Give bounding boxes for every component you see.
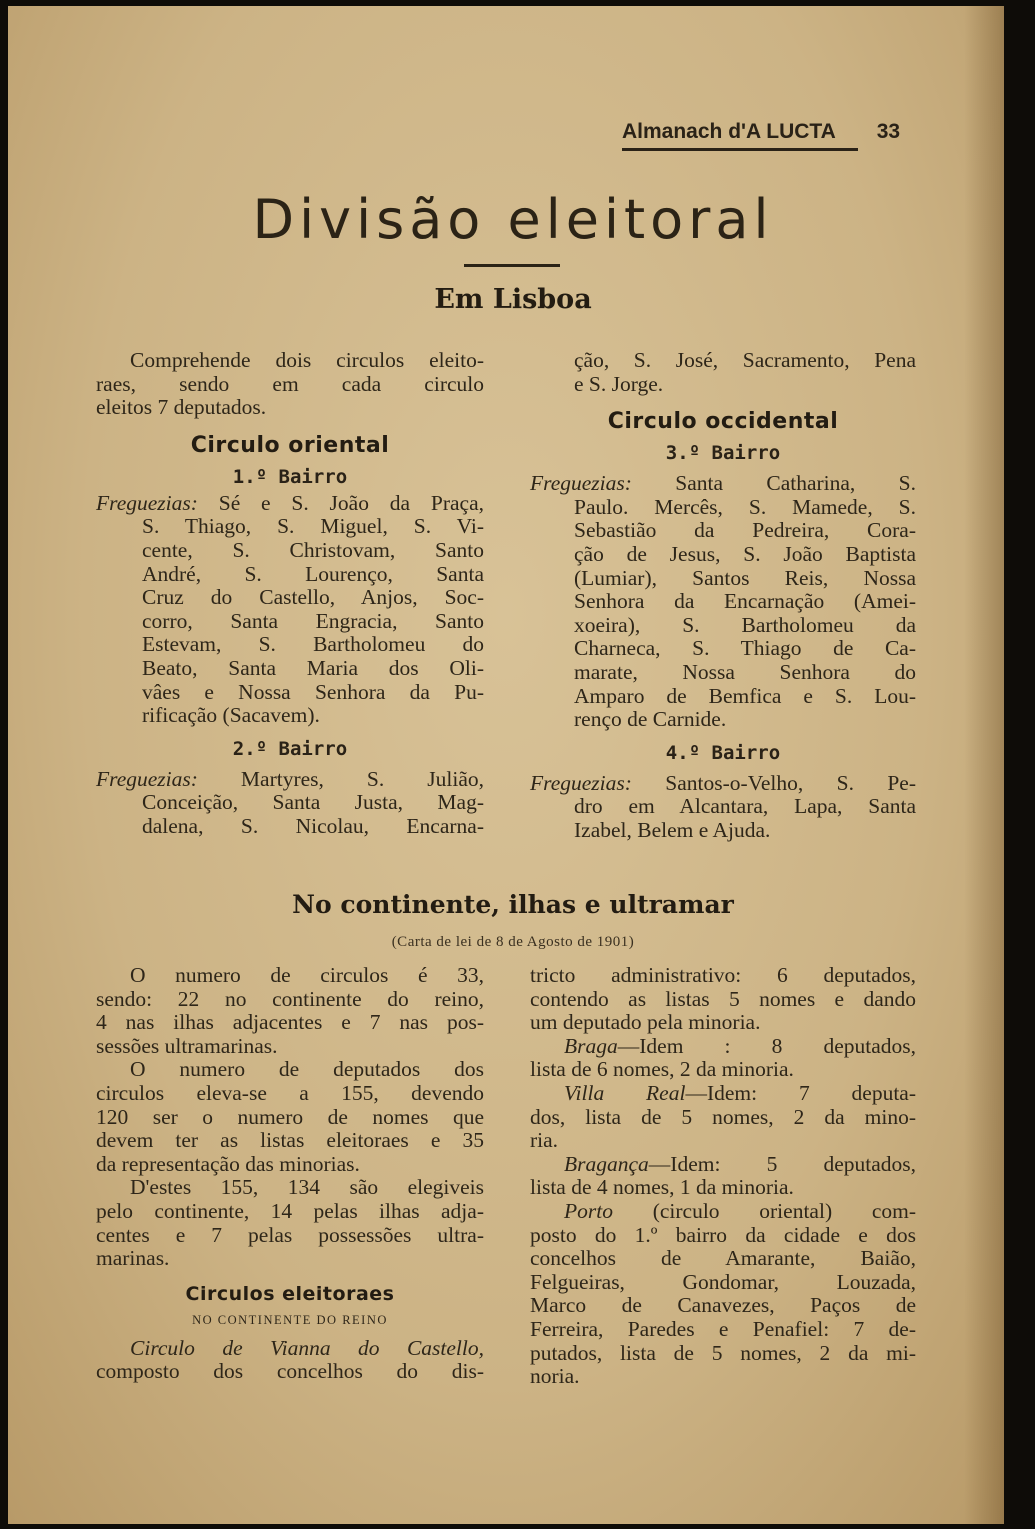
district-name: Porto [564, 1198, 613, 1223]
text-line: O numero de deputados dos [130, 1057, 484, 1082]
subheading-circulo-oriental: Circulo oriental [190, 432, 390, 458]
text-line [530, 1200, 916, 1224]
text-line: lista de 4 nomes, 1 da minoria. [530, 1175, 794, 1200]
text-line [530, 1035, 916, 1059]
running-title: Almanach d'A LUCTA [622, 120, 836, 143]
bairro-heading: 3.º Bairro [665, 442, 781, 465]
continuation [530, 349, 916, 396]
text-line [530, 1082, 916, 1106]
text-line: Beato, Santa Maria dos Oli- [142, 655, 484, 680]
law-note: (Carta de lei de 8 de Agosto de 1901) [391, 934, 635, 950]
text-line: —Idem: 5 deputados, [648, 1151, 916, 1176]
section-heading-continente: No continente, ilhas e ultramar [292, 890, 734, 919]
text-line: Santos-o-Velho, S. Pe- [665, 770, 917, 795]
text-line: Circulo de Vianna do Castello, [130, 1335, 484, 1360]
text-line: ção, S. José, Sacramento, Pena [574, 348, 916, 372]
text-line: posto do 1.º bairro da cidade e dos [530, 1222, 916, 1247]
section-heading-lisboa: Em Lisboa [434, 284, 592, 315]
district-name: Braga [564, 1033, 618, 1058]
text-line: eleitos 7 deputados. [96, 395, 267, 420]
district-name: Bragança [564, 1151, 649, 1176]
freguezias-label: Freguezias: [530, 471, 632, 496]
text-line: Martyres, S. Julião, [240, 766, 484, 791]
text-line: putados, lista de 5 nomes, 2 da mi- [530, 1340, 916, 1365]
text-line: S. Thiago, S. Miguel, S. Vi- [142, 514, 484, 539]
continente-left-column [96, 964, 484, 1384]
text-line: renço de Carnide. [574, 707, 727, 732]
text-line: centes e 7 pelas possessões ultra- [96, 1222, 484, 1247]
district-name: Villa Real [564, 1080, 686, 1105]
text-line [96, 768, 484, 792]
text-line: Marco de Canavezes, Paços de [530, 1293, 916, 1318]
lisboa-right-column [530, 349, 916, 843]
text-line [530, 472, 916, 496]
text-line: —Idem : 8 deputados, [617, 1033, 916, 1058]
text-line: Estevam, S. Bartholomeu do [142, 632, 484, 657]
text-line: concelhos de Amarante, Baião, [530, 1246, 916, 1271]
text-line: da representação das minorias. [96, 1151, 360, 1176]
text-line: O numero de circulos é 33, [130, 963, 484, 987]
continente-right-column [530, 964, 916, 1389]
text-line: Sé e S. João da Praça, [218, 490, 485, 515]
text-line: contendo as listas 5 nomes e dando [530, 986, 916, 1011]
text-line: marinas. [96, 1246, 170, 1271]
text-line: raes, sendo em cada circulo [96, 371, 484, 396]
text-line: (circulo oriental) com- [652, 1198, 916, 1223]
text-line: tricto administrativo: 6 deputados, [530, 963, 916, 987]
text-line: Cruz do Castello, Anjos, Soc- [142, 585, 484, 610]
subheading-circulo-occidental: Circulo occidental [607, 409, 839, 435]
text-line: Amparo de Bemfica e S. Lou- [574, 683, 916, 708]
bairro-heading: 2.º Bairro [232, 737, 348, 760]
almanac-page [8, 6, 1004, 1524]
text-line: pelo continente, 14 pelas ilhas adja- [96, 1198, 484, 1223]
text-line [96, 492, 484, 516]
freguezias-list [530, 496, 916, 732]
text-line: Senhora da Encarnação (Amei- [574, 589, 916, 614]
text-line: Comprehende dois circulos eleito- [130, 348, 484, 372]
text-line: 120 ser o numero de nomes que [96, 1104, 484, 1129]
text-line [530, 1153, 916, 1177]
text-line: —Idem: 7 deputa- [685, 1080, 916, 1105]
text-line: ria. [530, 1128, 559, 1153]
lisboa-left-column [96, 349, 484, 839]
text-line: Sebastião da Pedreira, Cora- [574, 518, 916, 543]
running-head [622, 120, 900, 144]
freguezias-list [96, 515, 484, 727]
text-line: rificação (Sacavem). [142, 703, 320, 728]
bairro-heading: 4.º Bairro [665, 741, 781, 764]
text-line: noria. [530, 1364, 580, 1389]
text-line: sessões ultramarinas. [96, 1033, 278, 1058]
text-line: corro, Santa Engracia, Santo [142, 608, 484, 633]
text-line: um deputado pela minoria. [530, 1010, 761, 1035]
page-title: Divisão eleitoral [252, 188, 774, 251]
freguezias-label: Freguezias: [96, 490, 198, 515]
text-line: 4 nas ilhas adjacentes e 7 nas pos- [96, 1010, 484, 1035]
text-line: André, S. Lourenço, Santa [142, 561, 484, 586]
title-rule [464, 264, 560, 267]
text-line: vâes e Nossa Senhora da Pu- [142, 679, 484, 704]
text-line: D'estes 155, 134 são elegiveis [130, 1175, 484, 1200]
text-line: sendo: 22 no continente do reino, [96, 986, 484, 1011]
text-line: Conceição, Santa Justa, Mag- [142, 790, 484, 815]
text-line: circulos eleva-se a 155, devendo [96, 1080, 484, 1105]
page-number: 33 [876, 120, 901, 143]
text-line: devem ter as listas eleitoraes e 35 [96, 1128, 484, 1153]
text-line: xoeira), S. Bartholomeu da [574, 612, 916, 637]
text-line: dos, lista de 5 nomes, 2 da mino- [530, 1104, 916, 1129]
text-line [530, 772, 916, 796]
text-line: Paulo. Mercês, S. Mamede, S. [574, 494, 916, 519]
text-line: Felgueiras, Gondomar, Louzada, [530, 1269, 916, 1294]
text-line: lista de 6 nomes, 2 da minoria. [530, 1057, 794, 1082]
text-line: e S. Jorge. [574, 371, 664, 396]
subheading-circulos-eleitoraes: Circulos eleitoraes [185, 1282, 395, 1305]
text-line: ção de Jesus, S. João Baptista [574, 541, 916, 566]
text-line: composto dos concelhos do dis- [96, 1359, 484, 1384]
text-line: cente, S. Christovam, Santo [142, 537, 484, 562]
bairro-heading: 1.º Bairro [232, 465, 348, 488]
subheading-no-continente: NO CONTINENTE DO REINO [192, 1312, 388, 1327]
text-line: dalena, S. Nicolau, Encarna- [142, 813, 484, 838]
text-line: Charneca, S. Thiago de Ca- [574, 636, 916, 661]
freguezias-label: Freguezias: [96, 766, 198, 791]
running-head-rule [622, 148, 858, 151]
text-line: dro em Alcantara, Lapa, Santa [574, 794, 916, 819]
text-line: marate, Nossa Senhora do [574, 659, 916, 684]
text-line: Izabel, Belem e Ajuda. [574, 817, 771, 842]
text-line: (Lumiar), Santos Reis, Nossa [574, 565, 916, 590]
text-line: Santa Catharina, S. [675, 471, 916, 496]
freguezias-list [96, 791, 484, 838]
freguezias-list [530, 795, 916, 842]
freguezias-label: Freguezias: [530, 770, 632, 795]
text-line: Ferreira, Paredes e Penafiel: 7 de- [530, 1316, 916, 1341]
